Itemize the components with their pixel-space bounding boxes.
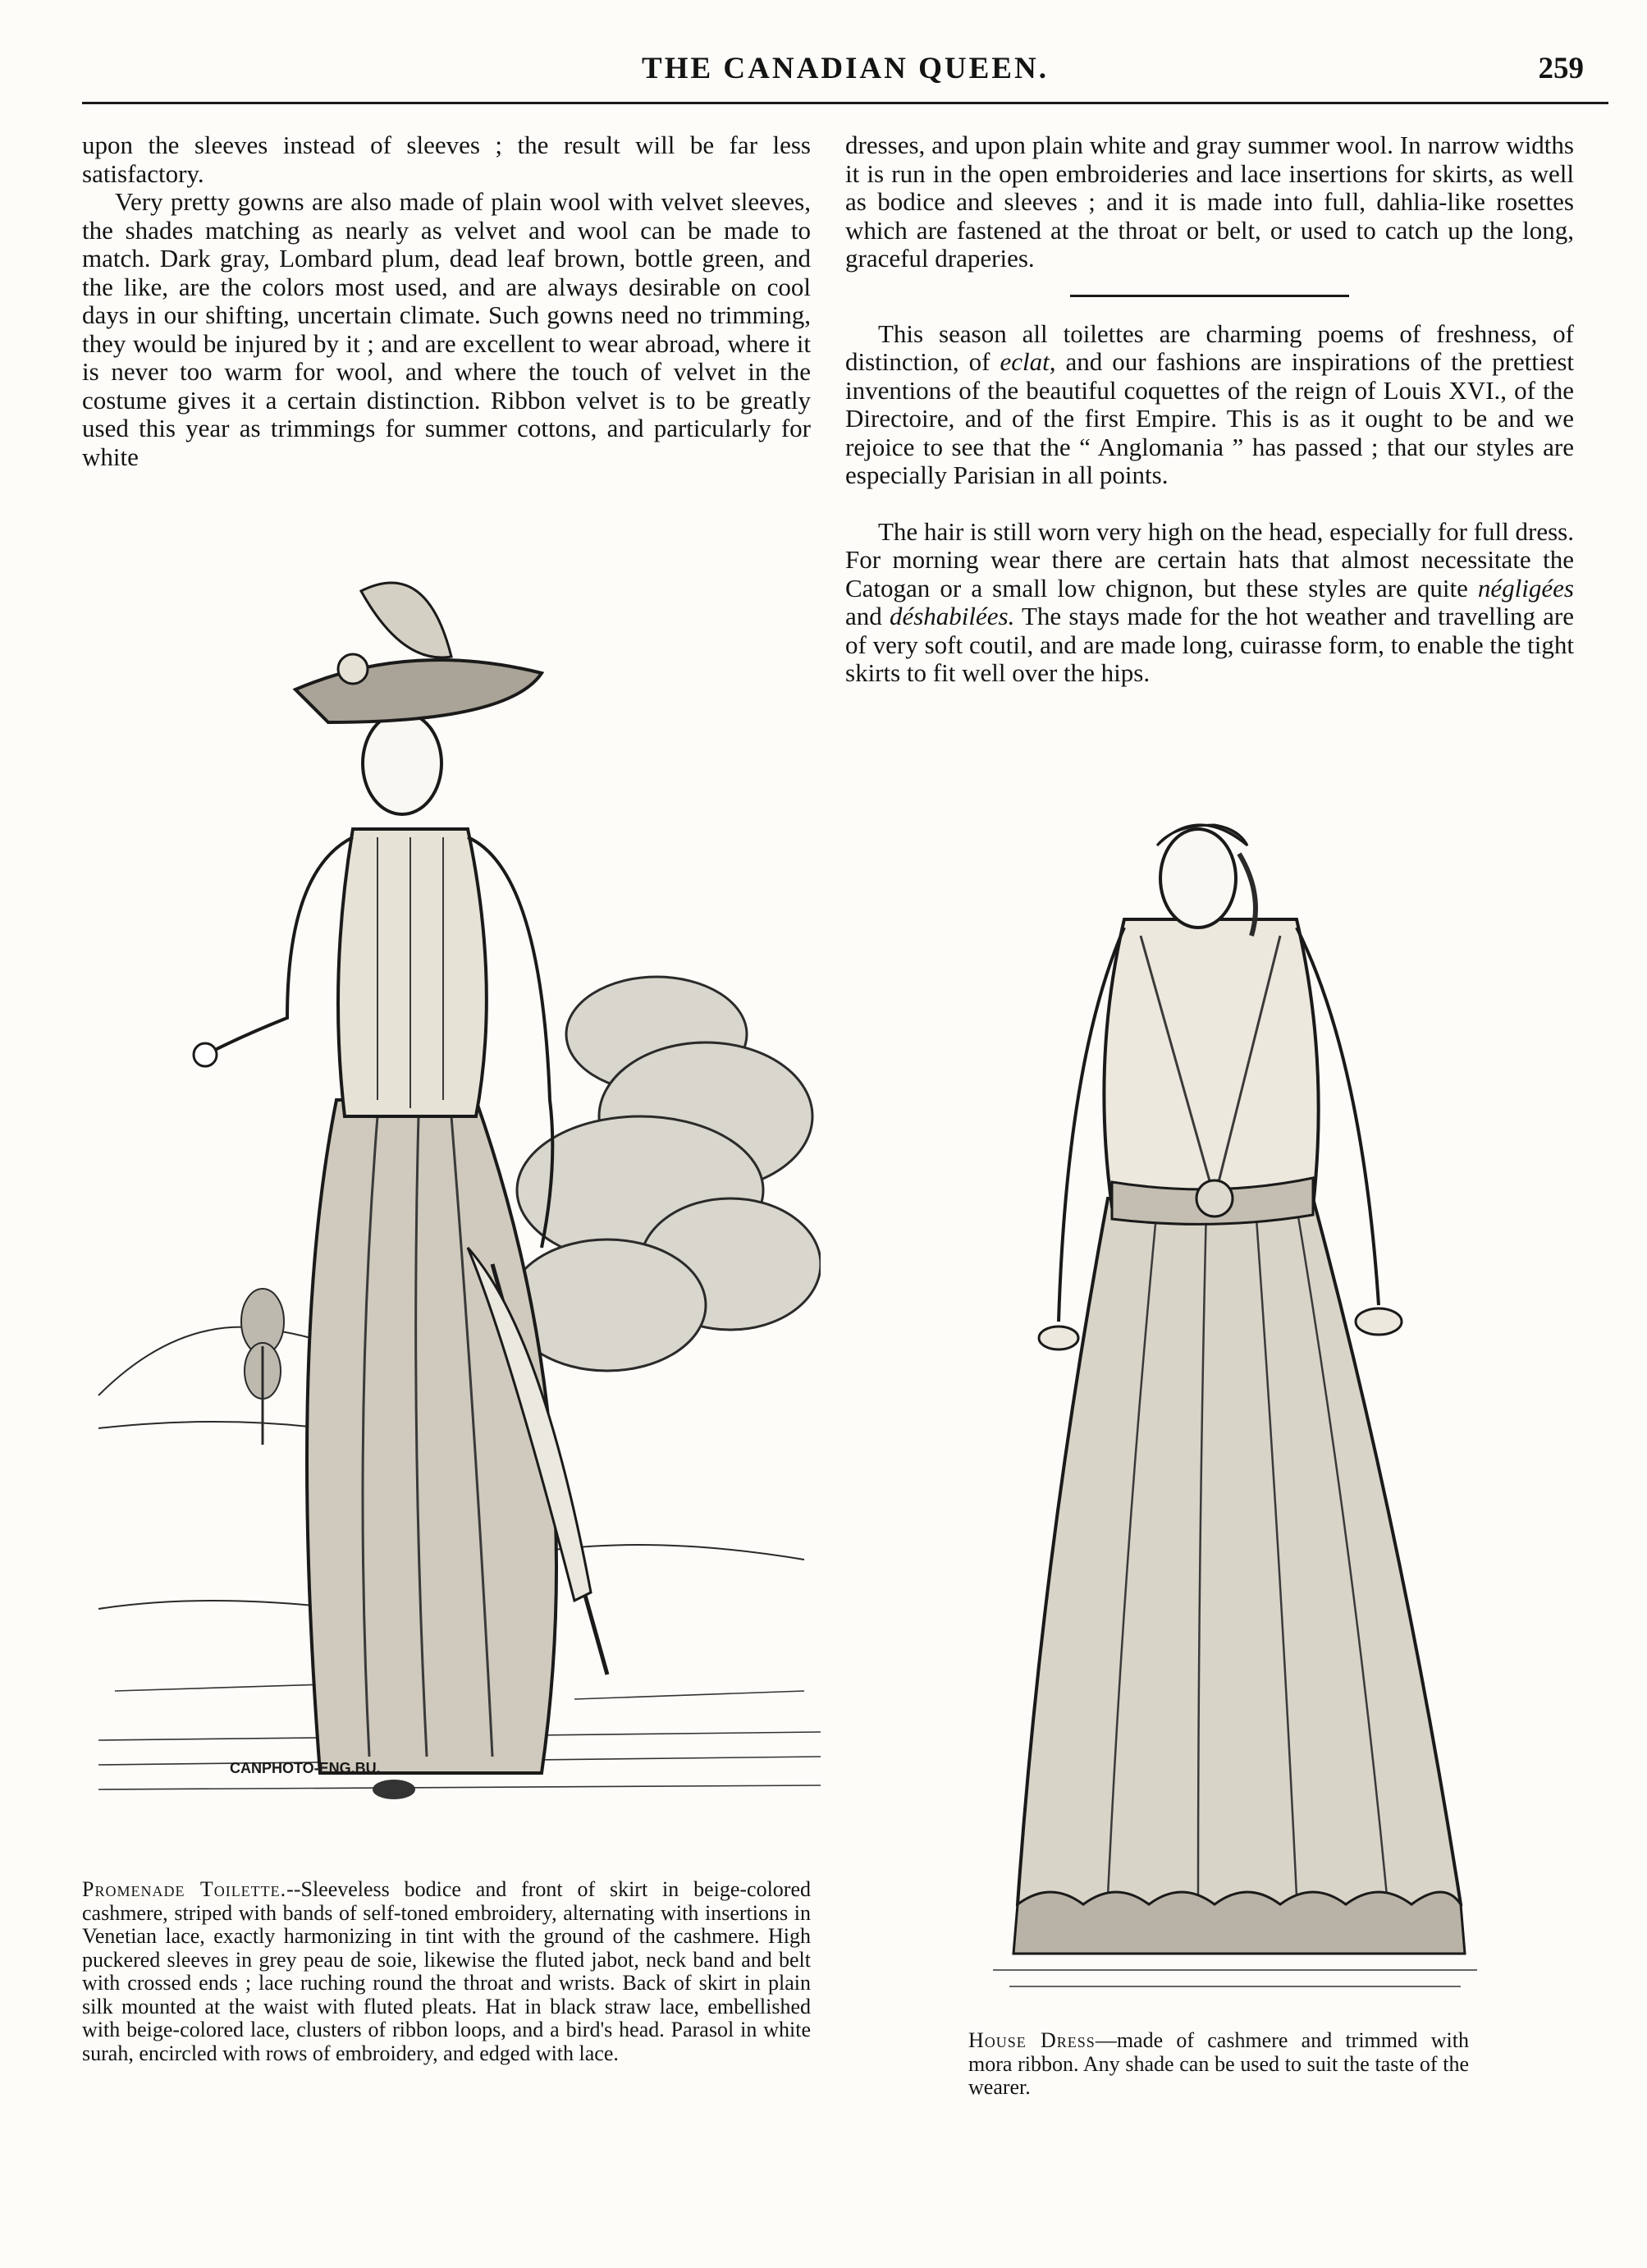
right-paragraph-1: dresses, and upon plain white and gray summer wool. In narrow widths it is run in the open embroideries and lace insertions for skirts, as well as bodice and sleeves ; and it is made into full, dahlia-like rosettes which are fastened at the throat or belt, or used to catch up the long, graceful draperies. [845,131,1574,273]
promenade-caption [82,1878,811,2065]
house-dress-caption-text: —made of cashmere and trimmed with mora ribbon. Any shade can be used to suit the taste of the wearer. [968,2028,1469,2099]
engraver-mark: CANPHOTO-ENG.BU. [230,1760,381,1776]
promenade-toilette-illustration [82,525,821,1872]
left-column [82,131,811,471]
header-rule [82,102,1608,104]
right-paragraph-3: The hair is still worn very high on the head, especially for full dress. For morning wear there are certain hats that almost necessitate the Catogan or a small low chignon, but these styles are quite négligées and déshabilées. The stays made for the hot weather and travelling are of very soft coutil, and are made long, cuirasse form, to enable the tight skirts to fit well over the hips. [845,516,1574,687]
left-paragraph-2: Very pretty gowns are also made of plain wool with velvet sleeves, the shades matching as nearly as velvet and wool can be made to match. Dark gray, Lombard plum, dead leaf brown, bottle green, and the like, are the colors most used, and are always desirable on cool days in our shifting, uncertain climate. Such gowns need no trimming, they would be injured by it ; and are excellent to wear abroad, where it is never too warm for wool, and where the touch of velvet in the costume gives it a certain distinction. Ribbon velvet is to be greatly used this year as trimmings for summer cottons, and particularly for white [82,187,811,471]
page-number: 259 [1538,52,1584,85]
promenade-caption-title: Promenade Toilette. [82,1877,287,1901]
section-divider [1070,295,1349,297]
house-dress-illustration [968,813,1494,2027]
page-title: THE CANADIAN QUEEN. [642,52,1049,85]
promenade-caption-text: --Sleeveless bodice and front of skirt in beige-colored cashmere, striped with bands of self-toned embroidery, alternating with insertions in Venetian lace, exactly harmonizing in tint with the ground of the cashmere. High puckered sleeves in grey peau de soie, likewise the fluted jabot, neck band and belt with crossed ends ; lace ruching round the throat and wrists. Back of skirt in plain silk mounted at the waist with fluted pleats. Hat in black straw lace, embellished with beige-colored lace, clusters of ribbon loops, and a bird's head. Parasol in white surah, encircled with rows of embroidery, and edged with lace. [82,1877,811,2065]
house-dress-caption [968,2029,1469,2100]
right-column [845,131,1574,688]
house-dress-caption-title: House Dress [968,2028,1096,2052]
right-paragraph-2: This season all toilettes are charming poems of freshness, of distinction, of eclat, and our fashions are inspirations of the prettiest inventions of the beautiful coquettes of the reign of Louis XVI., of the Directoire, and of the first Empire. This is as it ought to be and we rejoice to see that the “ Anglomania ” has passed ; that our styles are especially Parisian in all points. [845,318,1574,489]
left-paragraph-1: upon the sleeves instead of sleeves ; the result will be far less satisfactory. [82,131,811,188]
running-head [82,43,1608,92]
